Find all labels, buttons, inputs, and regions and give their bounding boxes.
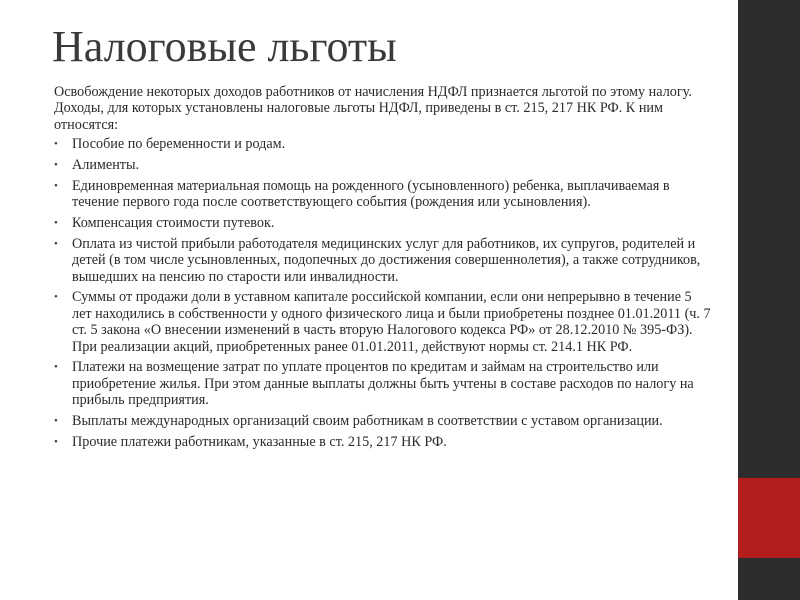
bullet-icon: • [54,291,58,304]
list-item-text: Оплата из чистой прибыли работодателя медицинских услуг для работников, их супругов, родителей и детей (в том числе усыновленных, подопечных до достижения совершеннолетия), а также сотрудников, вышедших на пенсию по старости или инвалидности. [72,235,701,285]
slide-title: Налоговые льготы [52,22,397,71]
benefits-list [54,136,712,450]
list-item [54,359,712,408]
bullet-icon: • [54,159,58,172]
bullet-icon: • [54,415,58,428]
bullet-icon: • [54,179,58,192]
list-item [54,215,712,231]
list-item-text: Единовременная материальная помощь на рожденного (усыновленного) ребенка, выплачиваемая в течение первого года после соответствующего события (рождения или усыновления). [72,177,670,211]
list-item [54,434,712,450]
intro-paragraph: Освобождение некоторых доходов работников от начисления НДФЛ признается льготой по этому налогу. Доходы, для которых установлены налоговые льготы НДФЛ, приведены в ст. 215, 217 НК РФ. К ним относятся: [54,84,692,133]
list-item-text: Прочие платежи работникам, указанные в ст. 215, 217 НК РФ. [72,433,447,450]
bullet-icon: • [54,237,58,250]
list-item [54,136,712,152]
list-item [54,289,712,355]
list-item [54,157,712,173]
list-item [54,413,712,429]
bullet-icon: • [54,217,58,230]
list-item-text: Компенсация стоимости путевок. [72,215,275,232]
side-accent-block [738,478,800,558]
slide-body [54,84,712,455]
list-item-text: Платежи на возмещение затрат по уплате процентов по кредитам и займам на строительство или приобретение жилья. При этом данные выплаты должны быть учтены в составе расходов по налогу на прибыль предприятия. [72,359,694,409]
list-item-text: Пособие по беременности и родам. [72,136,286,153]
bullet-icon: • [54,138,58,151]
list-item-text: Выплаты международных организаций своим работникам в соответствии с уставом организации. [72,413,663,430]
list-item [54,178,712,211]
list-item-text: Суммы от продажи доли в уставном капитале российской компании, если они непрерывно в течение 5 лет находились в собственности у одного физического лица и были приобретены позднее 01.01.2011 (ч. 7 ст. 5 закона «О внесении изменений в часть вторую Налогового кодекса РФ» от 28.12.2010 № 395-ФЗ). При реализации акций, приобретенных ранее 01.01.2011, действуют нормы ст. 214.1 НК РФ. [72,289,711,355]
bullet-icon: • [54,435,58,448]
list-item-text: Алименты. [72,157,140,174]
list-item [54,236,712,285]
bullet-icon: • [54,361,58,374]
